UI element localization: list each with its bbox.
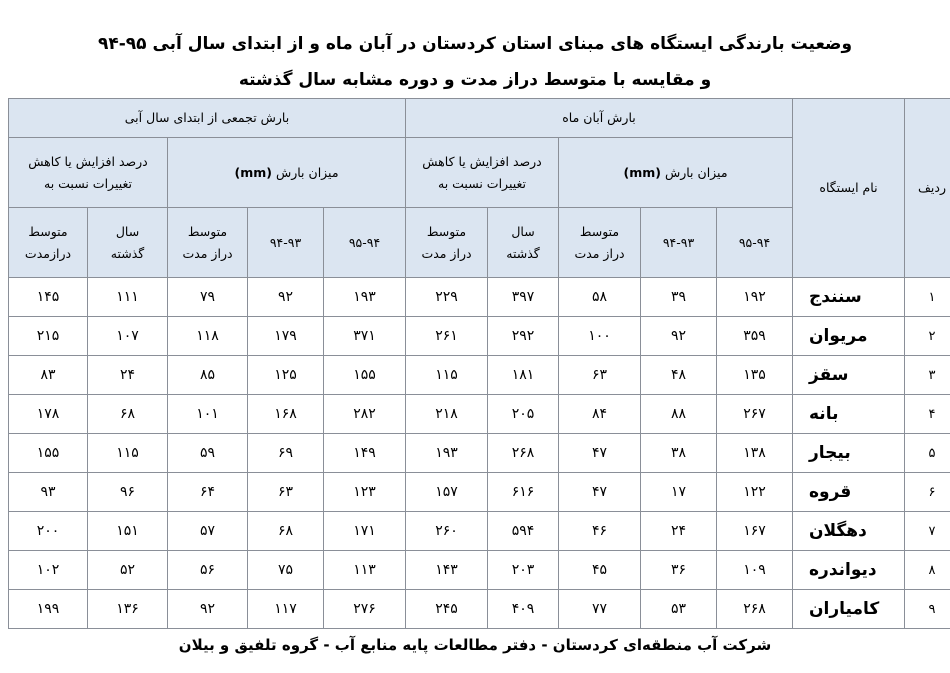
cum-mean-cell: ۸۵ <box>168 356 248 395</box>
aban-change-longterm-cell: ۱۵۷ <box>406 473 488 512</box>
header-cum-9495: ۹۵-۹۴ <box>324 208 406 278</box>
aban-9495-cell: ۱۳۵ <box>717 356 793 395</box>
header-cum-lastyear: سال گذشته <box>88 208 168 278</box>
cum-change-longterm-cell: ۲۱۵ <box>9 317 88 356</box>
aban-change-lastyear-cell: ۳۹۷ <box>488 278 559 317</box>
cum-change-lastyear-cell: ۱۵۱ <box>88 512 168 551</box>
aban-mean-cell: ۷۷ <box>559 590 641 629</box>
cum-change-longterm-cell: ۱۴۵ <box>9 278 88 317</box>
cum-9394-cell: ۱۶۸ <box>248 395 324 434</box>
cum-change-lastyear-cell: ۲۴ <box>88 356 168 395</box>
cum-9394-cell: ۶۹ <box>248 434 324 473</box>
cum-9394-cell: ۷۵ <box>248 551 324 590</box>
cum-9394-cell: ۹۲ <box>248 278 324 317</box>
cum-9394-cell: ۱۷۹ <box>248 317 324 356</box>
footer-credit: شرکت آب منطقه‌ای کردستان - دفتر مطالعات پایه منابع آب - گروه تلفیق و بیلان <box>178 636 772 654</box>
aban-change-longterm-cell: ۱۱۵ <box>406 356 488 395</box>
cum-mean-cell: ۷۹ <box>168 278 248 317</box>
header-aban-mean: متوسط دراز مدت <box>559 208 641 278</box>
rainfall-table <box>8 98 950 629</box>
cum-9495-cell: ۱۴۹ <box>324 434 406 473</box>
cum-change-longterm-cell: ۱۰۲ <box>9 551 88 590</box>
header-cum-longterm: متوسط درازمدت <box>9 208 88 278</box>
station-name-cell: دیواندره <box>793 551 905 590</box>
table-row <box>9 356 950 395</box>
aban-9495-cell: ۱۲۲ <box>717 473 793 512</box>
aban-9394-cell: ۴۸ <box>641 356 717 395</box>
cum-change-lastyear-cell: ۱۱۵ <box>88 434 168 473</box>
table-header <box>9 99 950 278</box>
table-row <box>9 395 950 434</box>
aban-change-longterm-cell: ۲۶۱ <box>406 317 488 356</box>
row-index-cell: ۲ <box>905 317 950 356</box>
cum-change-longterm-cell: ۱۷۸ <box>9 395 88 434</box>
station-name-cell: سقز <box>793 356 905 395</box>
aban-9394-cell: ۸۸ <box>641 395 717 434</box>
cum-change-longterm-cell: ۸۳ <box>9 356 88 395</box>
aban-change-lastyear-cell: ۱۸۱ <box>488 356 559 395</box>
cum-change-lastyear-cell: ۱۱۱ <box>88 278 168 317</box>
cum-9495-cell: ۳۷۱ <box>324 317 406 356</box>
aban-mean-cell: ۶۳ <box>559 356 641 395</box>
aban-mean-cell: ۱۰۰ <box>559 317 641 356</box>
cum-mean-cell: ۶۴ <box>168 473 248 512</box>
table-row <box>9 434 950 473</box>
table-row <box>9 278 950 317</box>
cum-9495-cell: ۲۷۶ <box>324 590 406 629</box>
station-name-cell: کامیاران <box>793 590 905 629</box>
cum-9394-cell: ۱۱۷ <box>248 590 324 629</box>
cum-change-longterm-cell: ۱۹۹ <box>9 590 88 629</box>
cum-mean-cell: ۵۷ <box>168 512 248 551</box>
aban-change-longterm-cell: ۲۲۹ <box>406 278 488 317</box>
aban-change-longterm-cell: ۱۹۳ <box>406 434 488 473</box>
header-radif: ردیف <box>905 99 950 278</box>
aban-9394-cell: ۹۲ <box>641 317 717 356</box>
cum-change-longterm-cell: ۹۳ <box>9 473 88 512</box>
row-index-cell: ۷ <box>905 512 950 551</box>
station-name-cell: دهگلان <box>793 512 905 551</box>
aban-9495-cell: ۱۶۷ <box>717 512 793 551</box>
header-station: نام ایستگاه <box>793 99 905 278</box>
cum-change-lastyear-cell: ۱۰۷ <box>88 317 168 356</box>
header-aban-9495: ۹۵-۹۴ <box>717 208 793 278</box>
aban-9495-cell: ۱۰۹ <box>717 551 793 590</box>
cum-change-longterm-cell: ۱۵۵ <box>9 434 88 473</box>
row-index-cell: ۴ <box>905 395 950 434</box>
cum-9394-cell: ۱۲۵ <box>248 356 324 395</box>
table-body <box>9 278 950 629</box>
aban-change-lastyear-cell: ۲۶۸ <box>488 434 559 473</box>
cum-9495-cell: ۱۹۳ <box>324 278 406 317</box>
aban-change-longterm-cell: ۱۴۳ <box>406 551 488 590</box>
header-cum-change: درصد افزایش یا کاهش تغییرات نسبت به <box>9 138 168 208</box>
header-aban-9394: ۹۴-۹۳ <box>641 208 717 278</box>
cum-9495-cell: ۱۱۳ <box>324 551 406 590</box>
header-aban-lastyear: سال گذشته <box>488 208 559 278</box>
cum-mean-cell: ۹۲ <box>168 590 248 629</box>
aban-9394-cell: ۳۶ <box>641 551 717 590</box>
header-cum-mean: متوسط دراز مدت <box>168 208 248 278</box>
aban-9394-cell: ۳۸ <box>641 434 717 473</box>
header-aban-longterm: متوسط دراز مدت <box>406 208 488 278</box>
aban-change-longterm-cell: ۲۱۸ <box>406 395 488 434</box>
row-index-cell: ۵ <box>905 434 950 473</box>
row-index-cell: ۶ <box>905 473 950 512</box>
cum-9495-cell: ۱۵۵ <box>324 356 406 395</box>
aban-mean-cell: ۵۸ <box>559 278 641 317</box>
row-index-cell: ۹ <box>905 590 950 629</box>
aban-change-longterm-cell: ۲۴۵ <box>406 590 488 629</box>
aban-mean-cell: ۸۴ <box>559 395 641 434</box>
aban-change-lastyear-cell: ۶۱۶ <box>488 473 559 512</box>
aban-change-lastyear-cell: ۴۰۹ <box>488 590 559 629</box>
header-aban-amount: میزان بارش (mm) <box>559 138 793 208</box>
cum-mean-cell: ۱۱۸ <box>168 317 248 356</box>
aban-9495-cell: ۲۶۷ <box>717 395 793 434</box>
aban-change-lastyear-cell: ۲۰۳ <box>488 551 559 590</box>
row-index-cell: ۱ <box>905 278 950 317</box>
cum-change-lastyear-cell: ۱۳۶ <box>88 590 168 629</box>
cum-mean-cell: ۵۶ <box>168 551 248 590</box>
station-name-cell: بیجار <box>793 434 905 473</box>
aban-9394-cell: ۲۴ <box>641 512 717 551</box>
row-index-cell: ۸ <box>905 551 950 590</box>
page-title: وضعیت بارندگی ایستگاه های مبنای استان کردستان در آبان ماه و از ابتدای سال آبی ۹۵-۹۴ <box>97 34 853 54</box>
table-row <box>9 551 950 590</box>
cum-9394-cell: ۶۳ <box>248 473 324 512</box>
aban-change-lastyear-cell: ۲۰۵ <box>488 395 559 434</box>
cum-change-lastyear-cell: ۵۲ <box>88 551 168 590</box>
aban-9394-cell: ۳۹ <box>641 278 717 317</box>
aban-mean-cell: ۴۷ <box>559 434 641 473</box>
cum-mean-cell: ۵۹ <box>168 434 248 473</box>
aban-mean-cell: ۴۶ <box>559 512 641 551</box>
header-aban-group: بارش آبان ماه <box>406 99 793 138</box>
header-aban-change: درصد افزایش یا کاهش تغییرات نسبت به <box>406 138 559 208</box>
cum-change-lastyear-cell: ۹۶ <box>88 473 168 512</box>
aban-change-lastyear-cell: ۲۹۲ <box>488 317 559 356</box>
cum-change-lastyear-cell: ۶۸ <box>88 395 168 434</box>
cum-9394-cell: ۶۸ <box>248 512 324 551</box>
header-cum-9394: ۹۴-۹۳ <box>248 208 324 278</box>
cum-9495-cell: ۱۷۱ <box>324 512 406 551</box>
cum-9495-cell: ۱۲۳ <box>324 473 406 512</box>
cum-mean-cell: ۱۰۱ <box>168 395 248 434</box>
aban-9394-cell: ۱۷ <box>641 473 717 512</box>
aban-9495-cell: ۲۶۸ <box>717 590 793 629</box>
page-subtitle: و مقایسه با متوسط دراز مدت و دوره مشابه سال گذشته <box>238 70 712 90</box>
table-row <box>9 590 950 629</box>
aban-9495-cell: ۱۹۲ <box>717 278 793 317</box>
aban-change-lastyear-cell: ۵۹۴ <box>488 512 559 551</box>
aban-mean-cell: ۴۷ <box>559 473 641 512</box>
station-name-cell: بانه <box>793 395 905 434</box>
cum-9495-cell: ۲۸۲ <box>324 395 406 434</box>
table-row <box>9 512 950 551</box>
table-row <box>9 473 950 512</box>
cum-change-longterm-cell: ۲۰۰ <box>9 512 88 551</box>
station-name-cell: مریوان <box>793 317 905 356</box>
aban-9495-cell: ۳۵۹ <box>717 317 793 356</box>
row-index-cell: ۳ <box>905 356 950 395</box>
header-cum-amount: میزان بارش (mm) <box>168 138 406 208</box>
header-cumulative-group: بارش تجمعی از ابتدای سال آبی <box>9 99 406 138</box>
aban-change-longterm-cell: ۲۶۰ <box>406 512 488 551</box>
aban-9495-cell: ۱۳۸ <box>717 434 793 473</box>
station-name-cell: سنندج <box>793 278 905 317</box>
aban-mean-cell: ۴۵ <box>559 551 641 590</box>
table-row <box>9 317 950 356</box>
aban-9394-cell: ۵۳ <box>641 590 717 629</box>
station-name-cell: قروه <box>793 473 905 512</box>
